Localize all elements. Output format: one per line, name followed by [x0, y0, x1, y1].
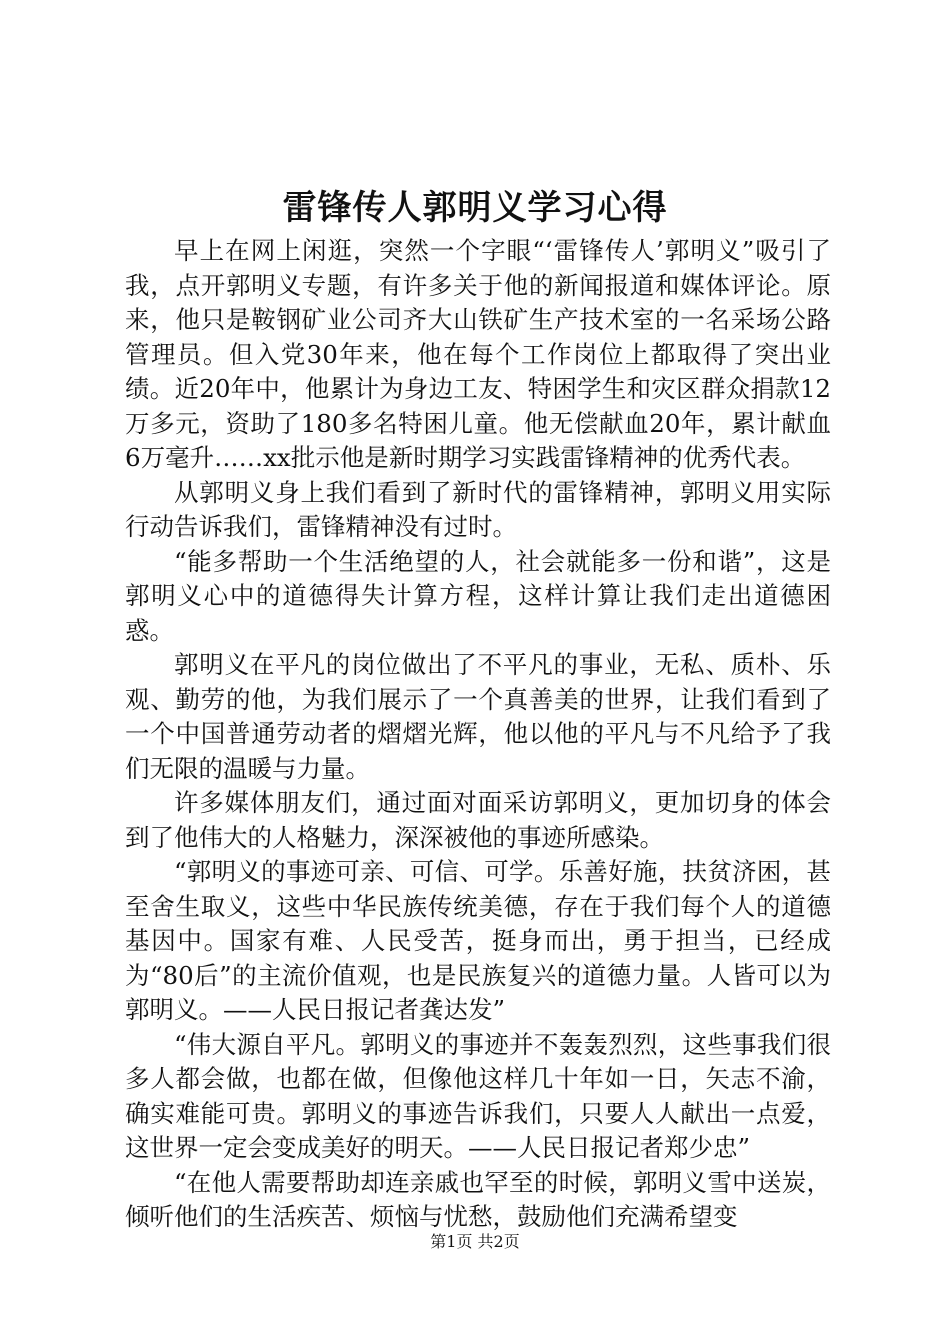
paragraph: “郭明义的事迹可亲、可信、可学。乐善好施，扶贫济困，甚至舍生取义，这些中华民族传统美德，存在于我们每个人的道德基因中。国家有难、人民受苦，挺身而出，勇于担当，已经成为“80后”的主流价值观，也是民族复兴的道德力量。人皆可以为郭明义。——人民日报记者龚达发”: [125, 857, 831, 1024]
paragraph: “在他人需要帮助却连亲戚也罕至的时候，郭明义雪中送炭，倾听他们的生活疾苦、烦恼与忧愁，鼓励他们充满希望变: [125, 1167, 831, 1231]
paragraph: 郭明义在平凡的岗位做出了不平凡的事业，无私、质朴、乐观、勤劳的他，为我们展示了一个真善美的世界，让我们看到了一个中国普通劳动者的熠熠光辉，他以他的平凡与不凡给予了我们无限的温暖与力量。: [125, 650, 831, 783]
paragraph: “伟大源自平凡。郭明义的事迹并不轰轰烈烈，这些事我们很多人都会做，也都在做，但像他这样几十年如一日，矢志不渝，确实难能可贵。郭明义的事迹告诉我们，只要人人献出一点爱，这世界一定会变成美好的明天。——人民日报记者郑少忠”: [125, 1029, 831, 1162]
paragraph: 许多媒体朋友们，通过面对面采访郭明义，更加切身的体会到了他伟大的人格魅力，深深被他的事迹所感染。: [125, 788, 831, 852]
paragraph: “能多帮助一个生活绝望的人，社会就能多一份和谐”，这是郭明义心中的道德得失计算方程，这样计算让我们走出道德困惑。: [125, 546, 831, 645]
paragraph: 从郭明义身上我们看到了新时代的雷锋精神，郭明义用实际行动告诉我们，雷锋精神没有过时。: [125, 477, 831, 541]
document-body: [125, 234, 831, 1235]
document-title: 雷锋传人郭明义学习心得: [282, 188, 668, 228]
paragraph: 早上在网上闲逛，突然一个字眼“‘雷锋传人’郭明义”吸引了我，点开郭明义专题，有许多关于他的新闻报道和媒体评论。原来，他只是鞍钢矿业公司齐大山铁矿生产技术室的一名采场公路管理员。但入党30年来，他在每个工作岗位上都取得了突出业绩。近20年中，他累计为身边工友、特困学生和灾区群众捐款12万多元，资助了180多名特困儿童。他无偿献血20年，累计献血6万毫升……xx批示他是新时期学习实践雷锋精神的优秀代表。: [125, 236, 831, 472]
page-footer: 第1页 共2页: [430, 1232, 520, 1251]
